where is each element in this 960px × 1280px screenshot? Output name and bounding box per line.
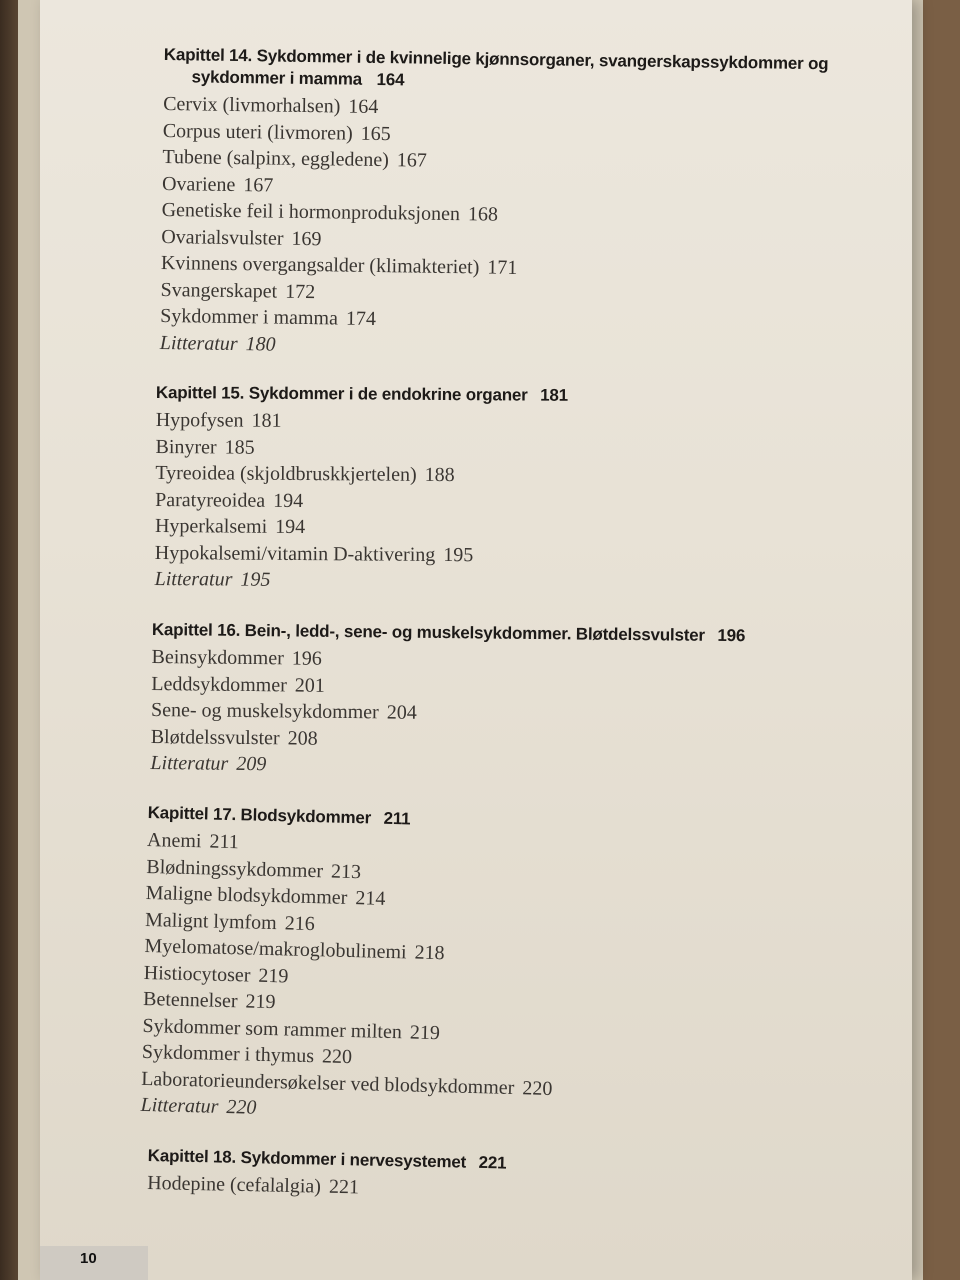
toc-entry: Hypofysen 181 (155, 408, 282, 432)
chapter-page: 164 (376, 69, 405, 90)
toc-entry: Hodepine (cefalalgia) 221 (146, 1171, 360, 1198)
toc-entry: Genetiske feil i hormonproduksjonen 168 (161, 198, 499, 226)
chapter-title: Kapittel 15. Sykdommer i de endokrine organer (155, 382, 528, 405)
chapter-title-continued: sykdommer i mamma (191, 67, 363, 89)
chapter-14 (160, 44, 852, 366)
chapter-18 (147, 1145, 852, 1211)
toc-entry: Corpus uteri (livmoren) 165 (162, 119, 391, 145)
toc-entry: Laboratorieundersøkelser ved blodsykdommer 220 (140, 1067, 553, 1100)
chapter-page: 181 (540, 385, 569, 405)
toc-entry: Leddsykdommer 201 (151, 671, 325, 696)
toc-entry: Sykdommer i thymus 220 (141, 1040, 353, 1069)
toc-entry: Betennelser 219 (142, 987, 276, 1014)
toc-entry: Sykdommer i mamma 174 (160, 304, 377, 330)
page-number: 10 (80, 1250, 97, 1267)
chapter-page: 196 (717, 625, 746, 645)
chapter-heading (152, 619, 852, 648)
literature-entry: Litteratur 195 (154, 567, 271, 591)
toc-entry: Kvinnens overgangsalder (klimakteriet) 171 (160, 251, 518, 279)
toc-entry: Anemi 211 (146, 828, 240, 854)
toc-entry: Malignt lymfom 216 (144, 908, 316, 935)
toc-entry: Hypokalsemi/vitamin D-aktivering 195 (154, 541, 474, 566)
toc-entry: Histiocytoser 219 (143, 961, 289, 987)
table-of-contents (112, 44, 852, 1222)
toc-entry: Myelomatose/makroglobulinemi 218 (144, 934, 445, 965)
chapter-title: Kapittel 18. Sykdommer i nervesystemet (147, 1145, 467, 1172)
chapter-17 (140, 802, 852, 1136)
toc-entry: Cervix (livmorhalsen) 164 (163, 92, 379, 118)
toc-entry: Svangerskapet 172 (160, 278, 316, 303)
toc-entry: Maligne blodsykdommer 214 (145, 881, 386, 910)
toc-entry: Sykdommer som rammer milten 219 (142, 1014, 441, 1044)
toc-entry: Hyperkalsemi 194 (154, 514, 306, 539)
chapter-page: 211 (383, 808, 411, 829)
toc-entry: Sene- og muskelsykdommer 204 (150, 698, 417, 724)
chapter-title: Kapittel 16. Bein-, ledd-, sene- og muskelsykdommer. Bløtdelssvulster (151, 619, 706, 645)
toc-entry: Beinsykdommer 196 (151, 645, 322, 670)
toc-entry: Tyreoidea (skjoldbruskkjertelen) 188 (155, 461, 455, 487)
toc-entry: Paratyreoidea 194 (155, 488, 304, 512)
toc-entry: Blødningssykdommer 213 (146, 855, 362, 883)
chapter-title: Kapittel 14. Sykdommer i de kvinnelige kjønnsorganer, svangerskapssykdommer og (163, 44, 829, 74)
chapter-title: Kapittel 17. Blodsykdommer (147, 802, 372, 828)
literature-entry: Litteratur 220 (140, 1093, 257, 1119)
chapter-16 (150, 619, 852, 784)
toc-entry: Tubene (salpinx, eggledene) 167 (162, 145, 427, 172)
chapter-heading (156, 382, 852, 409)
toc-entry: Binyrer 185 (155, 435, 255, 459)
toc-entry: Ovariene 167 (161, 172, 274, 197)
toc-entry: Ovarialsvulster 169 (161, 225, 322, 250)
literature-entry: Litteratur 180 (159, 331, 276, 356)
literature-entry: Litteratur 209 (150, 751, 267, 775)
toc-entry: Bløtdelssvulster 208 (150, 724, 318, 749)
chapter-page: 221 (478, 1152, 507, 1173)
chapter-15 (155, 382, 852, 597)
chapter-heading (163, 44, 852, 98)
